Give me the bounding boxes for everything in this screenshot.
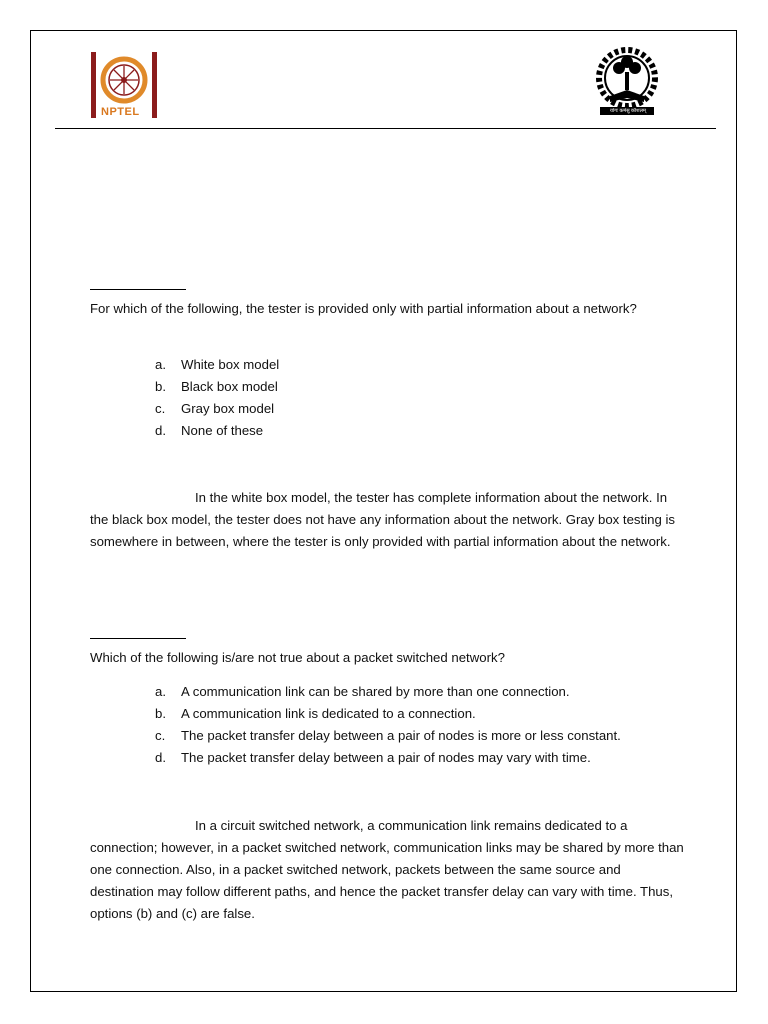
option-item — [155, 398, 279, 420]
option-label: c. — [155, 728, 166, 743]
option-item — [155, 420, 279, 442]
option-label: a. — [155, 684, 166, 699]
option-label: b. — [155, 706, 166, 721]
option-text: Black box model — [181, 379, 278, 394]
option-text: Gray box model — [181, 401, 275, 416]
question-2-prompt: Which of the following is/are not true about a packet switched network? — [90, 650, 505, 665]
option-text: A communication link is dedicated to a connection. — [181, 706, 476, 721]
option-label: a. — [155, 357, 166, 372]
emblem-motto: योगः कर्मसु कौशलम् — [610, 108, 646, 114]
option-label: c. — [155, 401, 166, 416]
question-1-options — [155, 354, 279, 442]
header-divider — [55, 128, 716, 129]
question-1-rule — [90, 289, 186, 290]
nptel-logo — [90, 50, 160, 122]
question-1-solution: In the white box model, the tester has complete information about the network. In the black box model, the tester does not have any information about the network. Gray box testing is somewhere in between, where the tester is only provided with partial information about the network. — [90, 490, 675, 549]
option-item — [155, 354, 279, 376]
option-text: The packet transfer delay between a pair of nodes may vary with time. — [181, 750, 591, 765]
option-text: White box model — [181, 357, 280, 372]
nptel-logo-label: NPTEL — [101, 106, 140, 118]
question-2-options — [155, 681, 621, 769]
option-text: A communication link can be shared by more than one connection. — [181, 684, 570, 699]
option-label: b. — [155, 379, 166, 394]
question-2-rule — [90, 638, 186, 639]
option-item — [155, 725, 621, 747]
option-item — [155, 747, 621, 769]
option-label: d. — [155, 750, 166, 765]
iit-kharagpur-emblem — [594, 44, 660, 124]
option-text: The packet transfer delay between a pair of nodes is more or less constant. — [181, 728, 621, 743]
option-item — [155, 703, 621, 725]
question-1-prompt: For which of the following, the tester is provided only with partial information about a network? — [90, 301, 637, 316]
option-label: d. — [155, 423, 166, 438]
question-2-solution: In a circuit switched network, a communication link remains dedicated to a connection; however, in a packet switched network, communication links may be shared by more than one connection. Also, in a packet switched network, packets between the same source and destination may follow different paths, and hence the packet transfer delay can vary with time. Thus, options (b) and (c) are false. — [90, 818, 684, 921]
option-text: None of these — [181, 423, 264, 438]
option-item — [155, 681, 621, 703]
option-item — [155, 376, 279, 398]
